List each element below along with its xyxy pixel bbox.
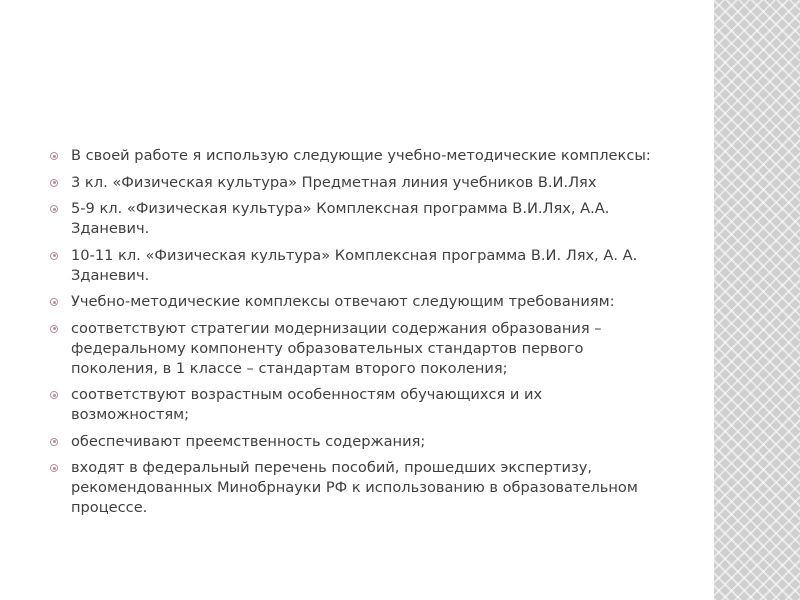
bullet-item bbox=[50, 173, 662, 193]
circle-bullet-icon bbox=[50, 464, 58, 472]
circle-bullet-icon bbox=[50, 179, 58, 187]
bullet-text: 10-11 кл. «Физическая культура» Комплексная программа В.И. Лях, А. А. Зданевич. bbox=[71, 246, 638, 284]
bullet-text: соответствуют возрастным особенностям обучающихся и их возможностям; bbox=[71, 386, 543, 423]
bullet-item bbox=[50, 432, 662, 452]
circle-bullet-icon bbox=[50, 391, 58, 399]
bullet-item bbox=[50, 199, 662, 239]
bullet-list bbox=[50, 146, 662, 518]
bullet-text: 3 кл. «Физическая культура» Предметная линия учебников В.И.Лях bbox=[71, 173, 597, 191]
bullet-text: В своей работе я использую следующие учебно-методические комплексы: bbox=[71, 147, 651, 164]
circle-bullet-icon bbox=[50, 438, 58, 446]
bullet-item bbox=[50, 146, 662, 166]
bullet-text: Учебно-методические комплексы отвечают следующим требованиям: bbox=[71, 293, 615, 310]
circle-bullet-icon bbox=[50, 325, 58, 333]
bullet-text: соответствуют стратегии модернизации содержания образования – федеральному компоненту образовательных стандартов первого поколения, в 1 классе – стандартам второго поколения; bbox=[71, 319, 602, 377]
bullet-item bbox=[50, 246, 662, 286]
slide-content bbox=[50, 146, 662, 525]
bullet-item bbox=[50, 292, 662, 312]
bullet-text: входят в федеральный перечень пособий, прошедших экспертизу, рекомендованных Минобрнауки РФ к использованию в образовательном процессе. bbox=[71, 459, 638, 516]
bullet-text: 5-9 кл. «Физическая культура» Комплексная программа В.И.Лях, А.А. Зданевич. bbox=[71, 200, 610, 237]
circle-bullet-icon bbox=[50, 152, 58, 160]
circle-bullet-icon bbox=[50, 205, 58, 213]
bullet-item bbox=[50, 319, 662, 379]
circle-bullet-icon bbox=[50, 252, 58, 260]
bullet-item bbox=[50, 385, 662, 425]
bullet-item bbox=[50, 458, 662, 518]
bullet-text: обеспечивают преемственность содержания; bbox=[71, 432, 426, 450]
decorative-side-band bbox=[714, 0, 800, 600]
circle-bullet-icon bbox=[50, 298, 58, 306]
